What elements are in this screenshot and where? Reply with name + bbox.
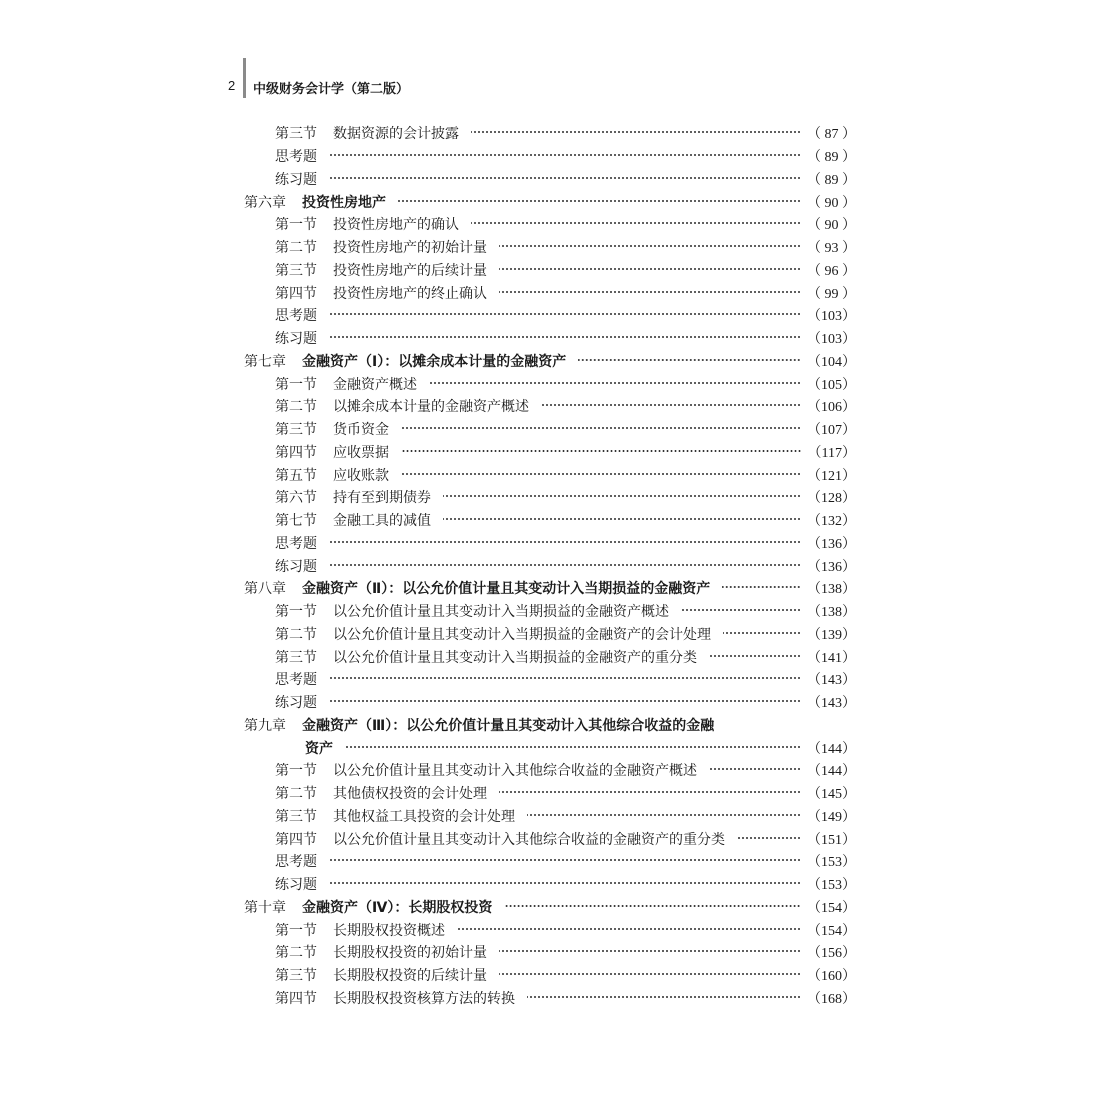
- entry-title: 投资性房地产的初始计量: [333, 240, 487, 257]
- toc-entry-row[interactable]: [244, 509, 856, 532]
- entry-title: 思考题: [275, 854, 317, 871]
- dot-leader: [345, 741, 801, 753]
- page-reference: （ 99 ）: [807, 286, 856, 302]
- toc-entry-row[interactable]: [244, 213, 856, 236]
- dot-leader: [709, 650, 801, 662]
- page-reference: （ 89 ）: [807, 150, 856, 166]
- page-reference: （ 89 ）: [807, 172, 856, 188]
- entry-title: 思考题: [275, 535, 317, 552]
- toc-entry-row[interactable]: [244, 759, 856, 782]
- toc-entry-row[interactable]: [244, 145, 856, 168]
- section-number: 第二节: [275, 240, 317, 257]
- toc-entry-row[interactable]: [244, 668, 856, 691]
- dot-leader: [499, 968, 801, 980]
- toc-entry-row[interactable]: [244, 850, 856, 873]
- page-reference: （139）: [807, 627, 856, 643]
- page-reference: （144）: [807, 741, 856, 757]
- dot-leader: [709, 763, 801, 775]
- entry-title: 投资性房地产的确认: [333, 217, 459, 234]
- section-number: 第四节: [275, 990, 317, 1007]
- section-number: 第四节: [275, 831, 317, 848]
- toc-entry-row[interactable]: [244, 918, 856, 941]
- toc-chapter-row[interactable]: [244, 190, 856, 213]
- page-reference: （117）: [807, 445, 856, 461]
- entry-title: 货币资金: [333, 422, 389, 439]
- entry-title: 练习题: [275, 171, 317, 188]
- entry-title: 以公允价值计量且其变动计入其他综合收益的金融资产的重分类: [333, 831, 725, 848]
- page-reference: （153）: [807, 878, 856, 894]
- section-number: 第三节: [275, 262, 317, 279]
- entry-title: 练习题: [275, 695, 317, 712]
- dot-leader: [499, 945, 801, 957]
- entry-title: 思考题: [275, 308, 317, 325]
- dot-leader: [329, 877, 801, 889]
- toc-entry-row[interactable]: [244, 122, 856, 145]
- header-rule: [243, 58, 246, 98]
- page-reference: （ 96 ）: [807, 263, 856, 279]
- page-reference: （107）: [807, 423, 856, 439]
- dot-leader: [401, 445, 802, 457]
- page-reference: （ 90 ）: [807, 195, 856, 211]
- page-reference: （105）: [807, 377, 856, 393]
- page-reference: （153）: [807, 855, 856, 871]
- dot-leader: [329, 536, 801, 548]
- toc-entry-row[interactable]: [244, 259, 856, 282]
- page-reference: （104）: [807, 354, 856, 370]
- dot-leader: [499, 263, 801, 275]
- entry-title: 资产: [305, 740, 333, 757]
- chapter-title: 金融资产（Ⅲ）：以公允价值计量且其变动计入其他综合收益的金融: [302, 717, 715, 734]
- toc-entry-row[interactable]: [244, 987, 856, 1010]
- toc-entry-row[interactable]: [244, 600, 856, 623]
- entry-title: 投资性房地产的后续计量: [333, 262, 487, 279]
- dot-leader: [329, 172, 801, 184]
- dot-leader: [329, 672, 801, 684]
- dot-leader: [329, 559, 801, 571]
- page-reference: （154）: [807, 923, 856, 939]
- section-number: 第二节: [275, 626, 317, 643]
- entry-title: 投资性房地产的终止确认: [333, 285, 487, 302]
- toc-entry-row[interactable]: [244, 463, 856, 486]
- page-reference: （ 93 ）: [807, 241, 856, 257]
- toc-entry-row[interactable]: [244, 372, 856, 395]
- dot-leader: [329, 308, 801, 320]
- dot-leader: [398, 195, 801, 207]
- entry-title: 以公允价值计量且其变动计入当期损益的金融资产概述: [333, 604, 669, 621]
- entry-title: 长期股权投资的初始计量: [333, 945, 487, 962]
- entry-title: 练习题: [275, 331, 317, 348]
- page-reference: （106）: [807, 400, 856, 416]
- page-reference: （143）: [807, 673, 856, 689]
- page-number: 2: [228, 78, 236, 93]
- section-number: 第三节: [275, 422, 317, 439]
- toc-entry-row[interactable]: [244, 941, 856, 964]
- dot-leader: [329, 695, 801, 707]
- page-reference: （154）: [807, 900, 856, 916]
- entry-title: 应收账款: [333, 467, 389, 484]
- entry-title: 金融工具的减值: [333, 513, 431, 530]
- section-number: 第五节: [275, 467, 317, 484]
- dot-leader: [722, 581, 801, 593]
- page-reference: （103）: [807, 309, 856, 325]
- dot-leader: [499, 240, 801, 252]
- entry-title: 长期股权投资的后续计量: [333, 968, 487, 985]
- section-number: 第四节: [275, 444, 317, 461]
- entry-title: 思考题: [275, 672, 317, 689]
- page-reference: （141）: [807, 650, 856, 666]
- toc-chapter-row[interactable]: [244, 714, 856, 737]
- chapter-title: 金融资产（Ⅱ）：以公允价值计量且其变动计入当期损益的金融资产: [302, 581, 711, 598]
- toc-entry-row[interactable]: [244, 782, 856, 805]
- toc-entry-row[interactable]: [244, 964, 856, 987]
- entry-title: 以公允价值计量且其变动计入其他综合收益的金融资产概述: [333, 763, 697, 780]
- toc-entry-row[interactable]: [244, 645, 856, 668]
- page-reference: （144）: [807, 764, 856, 780]
- dot-leader: [737, 832, 801, 844]
- entry-title: 练习题: [275, 558, 317, 575]
- dot-leader: [471, 217, 801, 229]
- dot-leader: [527, 809, 801, 821]
- dot-leader: [329, 331, 801, 343]
- page-reference: （151）: [807, 832, 856, 848]
- toc-entry-row[interactable]: [244, 691, 856, 714]
- section-number: 第一节: [275, 217, 317, 234]
- page-reference: （149）: [807, 809, 856, 825]
- dot-leader: [457, 923, 801, 935]
- toc-entry-row[interactable]: [244, 418, 856, 441]
- toc-chapter-row[interactable]: [244, 350, 856, 373]
- dot-leader: [471, 126, 801, 138]
- page-reference: （143）: [807, 696, 856, 712]
- section-number: 第七节: [275, 513, 317, 530]
- entry-title: 以公允价值计量且其变动计入当期损益的金融资产的重分类: [333, 649, 697, 666]
- toc-entry-row[interactable]: [244, 304, 856, 327]
- page-reference: （103）: [807, 332, 856, 348]
- dot-leader: [541, 399, 801, 411]
- page-reference: （132）: [807, 514, 856, 530]
- dot-leader: [527, 991, 801, 1003]
- dot-leader: [499, 286, 801, 298]
- toc-entry-row[interactable]: [244, 736, 856, 759]
- section-number: 第一节: [275, 376, 317, 393]
- dot-leader: [578, 354, 801, 366]
- dot-leader: [443, 490, 801, 502]
- dot-leader: [429, 377, 801, 389]
- entry-title: 长期股权投资概述: [333, 922, 445, 939]
- toc-entry-row[interactable]: [244, 395, 856, 418]
- entry-title: 以公允价值计量且其变动计入当期损益的金融资产的会计处理: [333, 626, 711, 643]
- book-title: 中级财务会计学（第二版）: [253, 82, 410, 97]
- dot-leader: [723, 627, 801, 639]
- toc-entry-row[interactable]: [244, 486, 856, 509]
- section-number: 第二节: [275, 786, 317, 803]
- dot-leader: [329, 854, 801, 866]
- toc-entry-row[interactable]: [244, 623, 856, 646]
- toc-entry-row[interactable]: [244, 441, 856, 464]
- page-reference: （ 87 ）: [807, 127, 856, 143]
- page-reference: （121）: [807, 468, 856, 484]
- toc-entry-row[interactable]: [244, 532, 856, 555]
- toc-entry-row[interactable]: [244, 805, 856, 828]
- page-reference: （128）: [807, 491, 856, 507]
- toc-entry-row[interactable]: [244, 827, 856, 850]
- entry-title: 其他债权投资的会计处理: [333, 786, 487, 803]
- entry-title: 持有至到期债券: [333, 490, 431, 507]
- toc-chapter-row[interactable]: [244, 577, 856, 600]
- chapter-title: 金融资产（Ⅳ）：长期股权投资: [302, 899, 493, 916]
- toc-entry-row[interactable]: [244, 168, 856, 191]
- entry-title: 以摊余成本计量的金融资产概述: [333, 399, 529, 416]
- dot-leader: [443, 513, 801, 525]
- page-reference: （145）: [807, 787, 856, 803]
- table-of-contents: [244, 122, 856, 1009]
- dot-leader: [681, 604, 801, 616]
- page-reference: （160）: [807, 969, 856, 985]
- page-reference: （138）: [807, 582, 856, 598]
- entry-title: 长期股权投资核算方法的转换: [333, 990, 515, 1007]
- entry-title: 其他权益工具投资的会计处理: [333, 808, 515, 825]
- dot-leader: [504, 900, 801, 912]
- section-number: 第一节: [275, 604, 317, 621]
- dot-leader: [401, 422, 801, 434]
- page-reference: （138）: [807, 605, 856, 621]
- chapter-title: 金融资产（Ⅰ）：以摊余成本计量的金融资产: [302, 353, 567, 370]
- toc-chapter-row[interactable]: [244, 896, 856, 919]
- chapter-number: 第八章: [244, 581, 286, 598]
- section-number: 第三节: [275, 649, 317, 666]
- toc-entry-row[interactable]: [244, 873, 856, 896]
- toc-entry-row[interactable]: [244, 327, 856, 350]
- chapter-number: 第九章: [244, 717, 286, 734]
- chapter-title: 投资性房地产: [302, 194, 386, 211]
- dot-leader: [499, 786, 801, 798]
- entry-title: 应收票据: [333, 444, 389, 461]
- section-number: 第二节: [275, 945, 317, 962]
- section-number: 第二节: [275, 399, 317, 416]
- section-number: 第三节: [275, 126, 317, 143]
- chapter-number: 第六章: [244, 194, 286, 211]
- toc-entry-row[interactable]: [244, 236, 856, 259]
- section-number: 第三节: [275, 808, 317, 825]
- section-number: 第一节: [275, 922, 317, 939]
- page-reference: （ 90 ）: [807, 218, 856, 234]
- entry-title: 金融资产概述: [333, 376, 417, 393]
- toc-entry-row[interactable]: [244, 281, 856, 304]
- section-number: 第三节: [275, 968, 317, 985]
- toc-entry-row[interactable]: [244, 554, 856, 577]
- dot-leader: [401, 468, 801, 480]
- entry-title: 思考题: [275, 149, 317, 166]
- entry-title: 数据资源的会计披露: [333, 126, 459, 143]
- chapter-number: 第十章: [244, 899, 286, 916]
- section-number: 第四节: [275, 285, 317, 302]
- page-reference: （136）: [807, 559, 856, 575]
- page-reference: （156）: [807, 946, 856, 962]
- section-number: 第一节: [275, 763, 317, 780]
- chapter-number: 第七章: [244, 353, 286, 370]
- section-number: 第六节: [275, 490, 317, 507]
- page-reference: （168）: [807, 991, 856, 1007]
- entry-title: 练习题: [275, 877, 317, 894]
- dot-leader: [329, 149, 801, 161]
- page-reference: （136）: [807, 536, 856, 552]
